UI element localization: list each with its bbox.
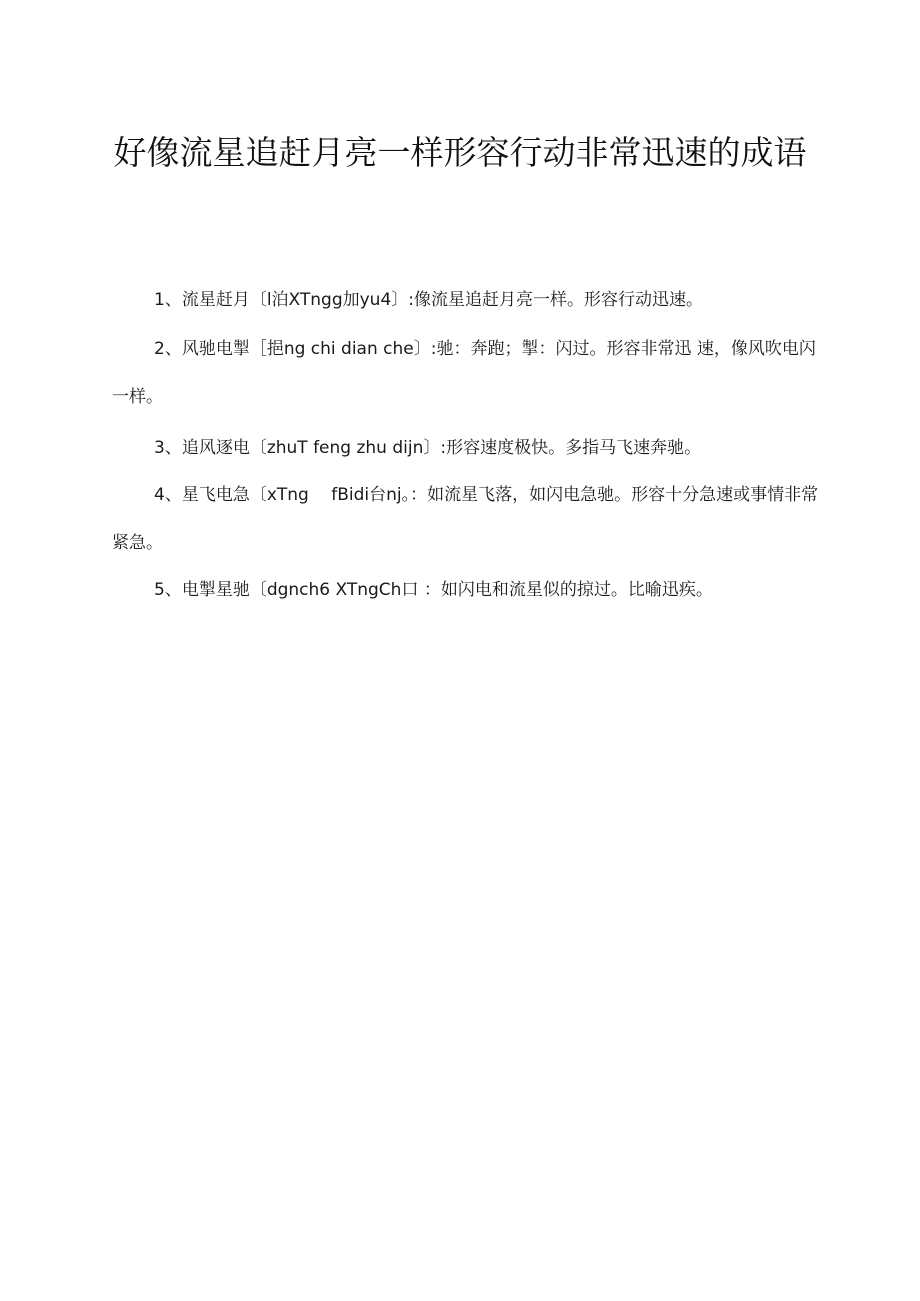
idiom-entry-5: [112, 566, 820, 614]
document-title: 好像流星追赶月亮一样形容行动非常迅速的成语: [113, 133, 807, 172]
idiom-entry-2-text: 2、风驰电掣［挹ng chi dian che〕:驰：奔跑；掣：闪过。形容非常迅 速，像风吹电闪一样。: [112, 339, 816, 407]
idiom-entry-3: [112, 424, 820, 472]
idiom-entry-5-text: 5、电掣星驰〔dgnch6 XTngCh口 ：如闪电和流星似的掠过。比喻迅疾。: [154, 580, 713, 600]
idiom-entry-1-text: 1、流星赶月〔l泊XTngg加yu4〕:像流星追赶月亮一样。形容行动迅速。: [154, 290, 704, 310]
idiom-entry-2: [112, 325, 820, 421]
idiom-entry-3-text: 3、追风逐电〔zhuT feng zhu dijn〕:形容速度极快。多指马飞速奔驰。: [154, 438, 702, 458]
idiom-entry-4-text: 4、星飞电急〔xTng fBidi台nj。：如流星飞落，如闪电急驰。形容十分急速或事情非常紧急。: [112, 485, 819, 553]
idiom-entry-1: [112, 276, 820, 324]
idiom-entry-4: [112, 471, 820, 567]
